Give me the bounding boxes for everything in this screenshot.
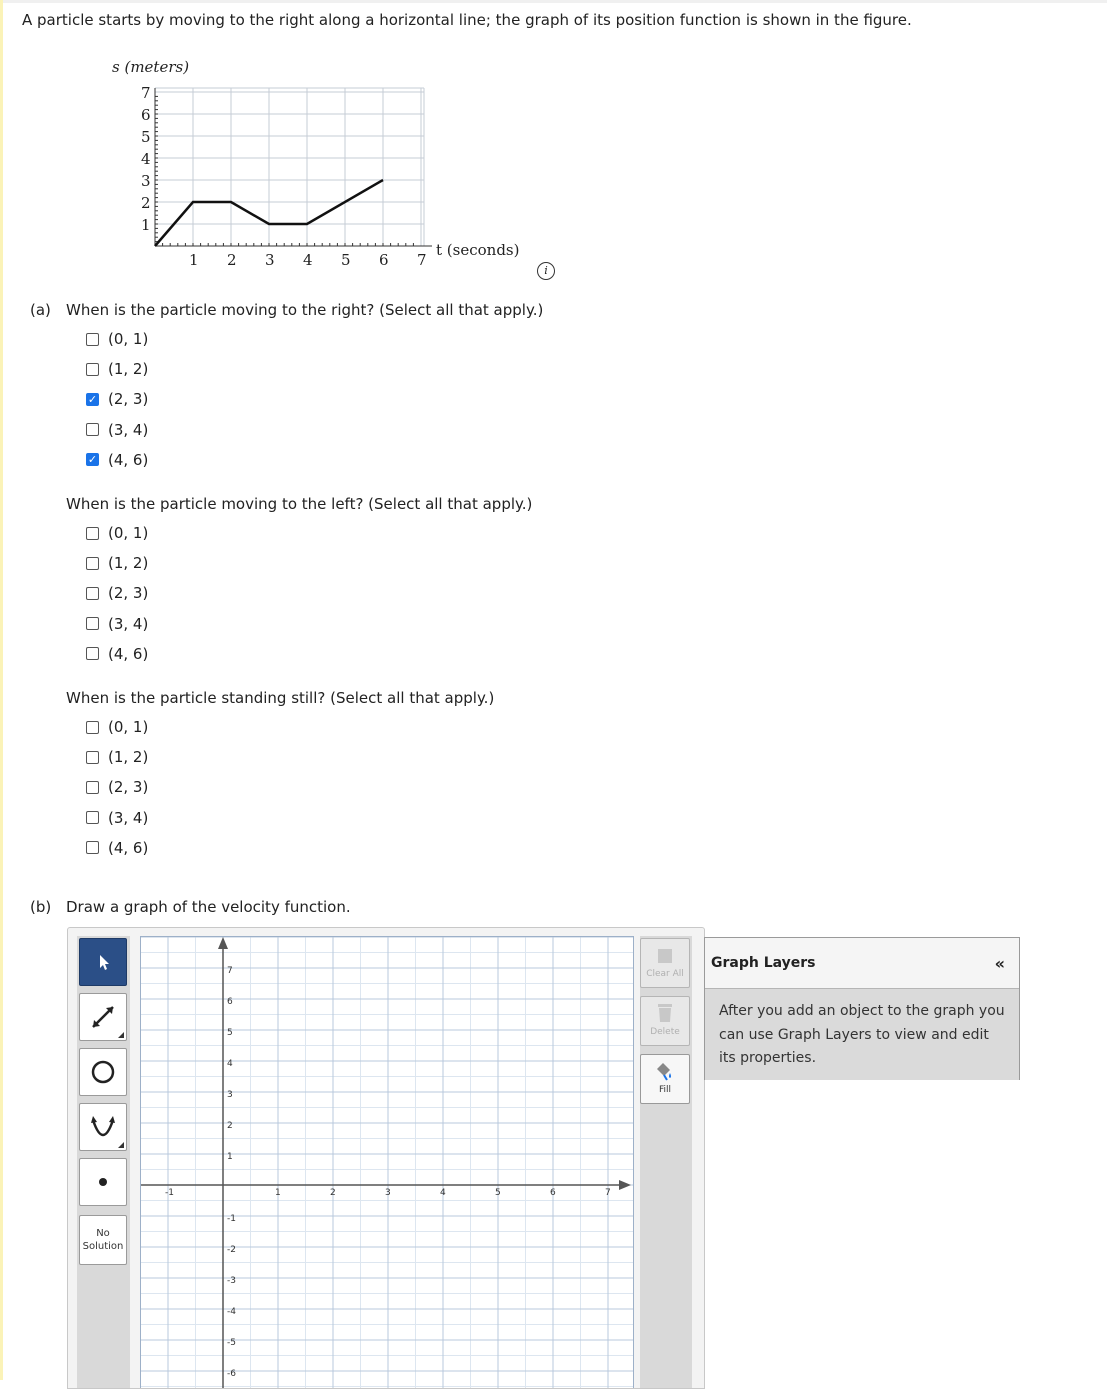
top-border bbox=[0, 0, 1107, 3]
x-tick-label: -1 bbox=[165, 1188, 174, 1198]
x-tick-label: 3 bbox=[265, 251, 275, 269]
answer-option[interactable] bbox=[86, 421, 148, 439]
graph-grid[interactable] bbox=[141, 937, 633, 1389]
y-tick-label: 1 bbox=[141, 216, 151, 234]
problem-prompt: A particle starts by moving to the right along a horizontal line; the graph of its position function is shown in the figure. bbox=[22, 11, 912, 29]
question-2 bbox=[30, 495, 532, 513]
fill-button[interactable] bbox=[640, 1054, 690, 1104]
option-label: (2, 3) bbox=[108, 778, 149, 797]
answer-option[interactable] bbox=[86, 839, 148, 857]
checkbox[interactable] bbox=[86, 453, 99, 466]
x-tick-label: 7 bbox=[417, 251, 427, 269]
answer-option[interactable] bbox=[86, 615, 148, 633]
y-tick-label: 1 bbox=[227, 1152, 233, 1162]
answer-option[interactable] bbox=[86, 809, 148, 827]
parabola-icon bbox=[88, 1112, 118, 1142]
line-tool-menu-indicator bbox=[118, 1032, 124, 1038]
y-tick-label: 5 bbox=[141, 128, 151, 146]
answer-option[interactable] bbox=[86, 360, 148, 378]
option-label: (2, 3) bbox=[108, 390, 149, 409]
option-label: (3, 4) bbox=[108, 808, 149, 827]
y-tick-label: 3 bbox=[141, 172, 151, 190]
checkbox[interactable] bbox=[86, 781, 99, 794]
question-3 bbox=[30, 689, 494, 707]
checkbox[interactable] bbox=[86, 393, 99, 406]
answer-option[interactable] bbox=[86, 645, 148, 663]
line-icon bbox=[88, 1002, 118, 1032]
left-accent-bar bbox=[0, 0, 3, 1380]
graph-actions bbox=[640, 936, 692, 1389]
checkbox[interactable] bbox=[86, 557, 99, 570]
no-solution-button[interactable] bbox=[79, 1215, 127, 1265]
part-b-label: (b) bbox=[30, 898, 52, 916]
y-tick-label: 4 bbox=[141, 150, 151, 168]
point-icon bbox=[93, 1172, 113, 1192]
option-label: (1, 2) bbox=[108, 554, 149, 573]
y-axis-label: s (meters) bbox=[112, 58, 190, 76]
answer-option[interactable] bbox=[86, 584, 148, 602]
part-a-label: (a) bbox=[30, 301, 51, 319]
checkbox[interactable] bbox=[86, 647, 99, 660]
option-label: (4, 6) bbox=[108, 450, 149, 469]
x-tick-label: 5 bbox=[495, 1188, 501, 1198]
x-tick-label: 5 bbox=[341, 251, 351, 269]
answer-option[interactable] bbox=[86, 748, 148, 766]
x-tick-label: 3 bbox=[385, 1188, 391, 1198]
position-graph bbox=[100, 52, 540, 282]
answer-option[interactable] bbox=[86, 718, 148, 736]
circle-icon bbox=[88, 1057, 118, 1087]
x-tick-label: 6 bbox=[379, 251, 389, 269]
answer-option[interactable] bbox=[86, 330, 148, 348]
y-tick-label: 6 bbox=[227, 997, 233, 1007]
parabola-tool-menu-indicator bbox=[118, 1142, 124, 1148]
tool-palette bbox=[77, 936, 130, 1389]
fill-bucket-icon bbox=[654, 1060, 676, 1082]
y-tick-label: -3 bbox=[227, 1276, 236, 1286]
checkbox[interactable] bbox=[86, 751, 99, 764]
graphing-tool bbox=[67, 927, 705, 1389]
parabola-tool[interactable] bbox=[79, 1103, 127, 1151]
graph-layers-title: Graph Layers bbox=[711, 955, 816, 971]
part-b-text: Draw a graph of the velocity function. bbox=[66, 898, 351, 916]
checkbox[interactable] bbox=[86, 841, 99, 854]
question-text: When is the particle standing still? (Select all that apply.) bbox=[66, 689, 495, 707]
answer-option[interactable] bbox=[86, 524, 148, 542]
checkbox[interactable] bbox=[86, 363, 99, 376]
clear-all-button[interactable] bbox=[640, 938, 690, 988]
option-label: (3, 4) bbox=[108, 420, 149, 439]
info-icon[interactable]: i bbox=[537, 262, 555, 280]
clear-all-icon bbox=[655, 946, 675, 966]
x-tick-label: 7 bbox=[605, 1188, 611, 1198]
y-axis-arrow bbox=[218, 937, 228, 949]
pointer-tool[interactable] bbox=[79, 938, 127, 986]
y-tick-label: 5 bbox=[227, 1028, 233, 1038]
y-tick-label: -6 bbox=[227, 1369, 236, 1379]
trash-icon bbox=[655, 1002, 675, 1024]
line-tool[interactable] bbox=[79, 993, 127, 1041]
question-text: When is the particle moving to the left? (Select all that apply.) bbox=[66, 495, 533, 513]
checkbox[interactable] bbox=[86, 527, 99, 540]
x-tick-label: 4 bbox=[440, 1188, 446, 1198]
y-tick-label: -1 bbox=[227, 1214, 236, 1224]
delete-label: Delete bbox=[650, 1027, 680, 1037]
checkbox[interactable] bbox=[86, 811, 99, 824]
y-tick-label: 4 bbox=[227, 1059, 233, 1069]
option-label: (2, 3) bbox=[108, 584, 149, 603]
x-axis-arrow bbox=[619, 1180, 631, 1190]
no-solution-label: No Solution bbox=[82, 1228, 124, 1252]
checkbox[interactable] bbox=[86, 587, 99, 600]
delete-button[interactable] bbox=[640, 996, 690, 1046]
x-tick-label: 4 bbox=[303, 251, 313, 269]
option-label: (4, 6) bbox=[108, 838, 149, 857]
collapse-icon[interactable]: « bbox=[994, 953, 1005, 973]
y-tick-label: 3 bbox=[227, 1090, 233, 1100]
graph-canvas[interactable] bbox=[140, 936, 634, 1389]
answer-option[interactable] bbox=[86, 554, 148, 572]
option-label: (1, 2) bbox=[108, 748, 149, 767]
y-tick-label: 7 bbox=[141, 84, 151, 102]
clear-all-label: Clear All bbox=[646, 969, 684, 979]
graph-layers-panel bbox=[704, 937, 1020, 1080]
graph-layers-help: After you add an object to the graph you can use Graph Layers to view and edit its properties. bbox=[705, 989, 1019, 1080]
option-label: (0, 1) bbox=[108, 330, 149, 348]
checkbox[interactable] bbox=[86, 423, 99, 436]
checkbox[interactable] bbox=[86, 333, 99, 346]
fill-label: Fill bbox=[658, 1085, 672, 1095]
x-tick-label: 2 bbox=[330, 1188, 336, 1198]
point-tool[interactable] bbox=[79, 1158, 127, 1206]
option-label: (4, 6) bbox=[108, 644, 149, 663]
x-tick-label: 1 bbox=[189, 251, 199, 269]
circle-tool[interactable] bbox=[79, 1048, 127, 1096]
option-label: (0, 1) bbox=[108, 718, 149, 736]
x-tick-label: 6 bbox=[550, 1188, 556, 1198]
answer-option[interactable] bbox=[86, 778, 148, 796]
x-axis-label: t (seconds) bbox=[436, 241, 520, 259]
position-figure bbox=[100, 52, 540, 286]
answer-option[interactable] bbox=[86, 390, 148, 408]
y-tick-label: 2 bbox=[141, 194, 151, 212]
y-tick-label: 7 bbox=[227, 966, 233, 976]
y-tick-label: 6 bbox=[141, 106, 151, 124]
x-tick-label: 1 bbox=[275, 1188, 281, 1198]
question-1 bbox=[30, 301, 543, 319]
graph-layers-header[interactable] bbox=[705, 938, 1019, 989]
answer-option[interactable] bbox=[86, 451, 148, 469]
option-label: (0, 1) bbox=[108, 524, 149, 542]
option-label: (1, 2) bbox=[108, 360, 149, 379]
x-tick-label: 2 bbox=[227, 251, 237, 269]
question-text: When is the particle moving to the right? (Select all that apply.) bbox=[66, 301, 544, 319]
pointer-icon bbox=[93, 952, 113, 972]
checkbox[interactable] bbox=[86, 617, 99, 630]
y-tick-label: -5 bbox=[227, 1338, 236, 1348]
y-tick-label: -4 bbox=[227, 1307, 236, 1317]
checkbox[interactable] bbox=[86, 721, 99, 734]
y-tick-label: -2 bbox=[227, 1245, 236, 1255]
y-tick-label: 2 bbox=[227, 1121, 233, 1131]
part-b-question bbox=[30, 898, 351, 916]
option-label: (3, 4) bbox=[108, 614, 149, 633]
